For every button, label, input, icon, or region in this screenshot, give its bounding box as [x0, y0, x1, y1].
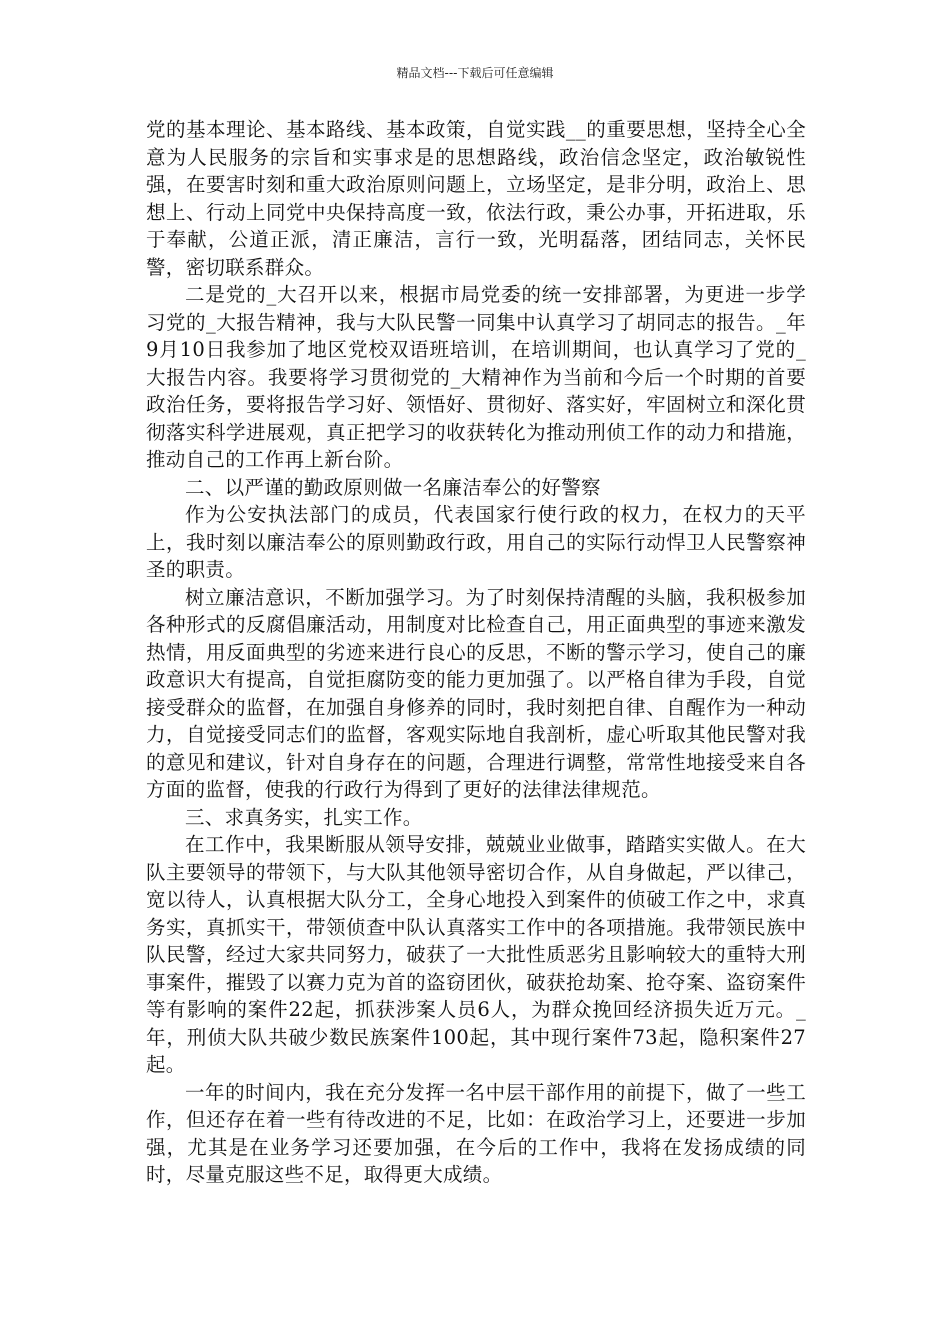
page-header: 精品文档---下载后可任意编辑 [396, 66, 554, 80]
paragraph-integrity-awareness: 树立廉洁意识，不断加强学习。为了时刻保持清醒的头脑，我积极参加各种形式的反腐倡廉活动，用制度对比检查自己，用正面典型的事迹来激发热情，用反面典型的劣迹来进行良心的反思，不断的警示学习，使自己的廉政意识大有提高，自觉拒腐防变的能力更加强了。以严格自律为手段，自觉接受群众的监督，在加强自身修养的同时，我时刻把自律、自醒作为一种动力，自觉接受同志们的监督，客观实际地自我剖析，虚心听取其他民警对我的意见和建议，针对自身存在的问题，合理进行调整，常常性地接受来自各方面的监督，使我的行政行为得到了更好的法律法律规范。 [146, 585, 806, 801]
paragraph-study-report: 二是党的_大召开以来，根据市局党委的统一安排部署，为更进一步学习党的_大报告精神，我与大队民警一同集中认真学习了胡同志的报告。_年9月10日我参加了地区党校双语班培训，在培训期间，也认真学习了党的_大报告内容。我要将学习贯彻党的_大精神作为当前和今后一个时期的首要政治任务，要将报告学习好、领悟好、贯彻好、落实好，牢固树立和深化贯彻落实科学进展观，真正把学习的收获转化为推动刑侦工作的动力和措施，推动自己的工作再上新台阶。 [146, 283, 806, 471]
paragraph-conclusion: 一年的时间内，我在充分发挥一名中层干部作用的前提下，做了一些工作，但还存在着一些有待改进的不足，比如：在政治学习上，还要进一步加强，尤其是在业务学习还要加强，在今后的工作中，我将在发扬成绩的同时，尽量克服这些不足，取得更大成绩。 [146, 1080, 806, 1186]
paragraph-political-stance: 党的基本理论、基本路线、基本政策，自觉实践__的重要思想，坚持全心全意为人民服务的宗旨和实事求是的思想路线，政治信念坚定，政治敏锐性强，在要害时刻和重大政治原则问题上，立场坚定，是非分明，政治上、思想上、行动上同党中央保持高度一致，依法行政，秉公办事，开拓进取，乐于奉献，公道正派，清正廉洁，言行一致，光明磊落，团结同志，关怀民警，密切联系群众。 [146, 118, 806, 279]
paragraph-law-enforcement: 作为公安执法部门的成员，代表国家行使行政的权力，在权力的天平上，我时刻以廉洁奉公的原则勤政行政，用自己的实际行动悍卫人民警察神圣的职责。 [146, 503, 806, 581]
section-heading-integrity: 二、以严谨的勤政原则做一名廉洁奉公的好警察 [185, 475, 601, 499]
paragraph-work-results: 在工作中，我果断服从领导安排，兢兢业业做事，踏踏实实做人。在大队主要领导的带领下，与大队其他领导密切合作，从自身做起，严以律己，宽以待人，认真根据大队分工，全身心地投入到案件的侦破工作之中，求真务实，真抓实干，带领侦查中队认真落实工作中的各项措施。我带领民族中队民警，经过大家共同努力，破获了一大批性质恶劣且影响较大的重特大刑事案件，摧毁了以赛力克为首的盗窃团伙，破获抢劫案、抢夺案、盗窃案件等有影响的案件22起，抓获涉案人员6人，为群众挽回经济损失近万元。_年，刑侦大队共破少数民族案件100起，其中现行案件73起，隐积案件27起。 [146, 833, 806, 1076]
document-body [146, 116, 806, 1189]
section-heading-practical-work: 三、求真务实，扎实工作。 [185, 805, 423, 829]
